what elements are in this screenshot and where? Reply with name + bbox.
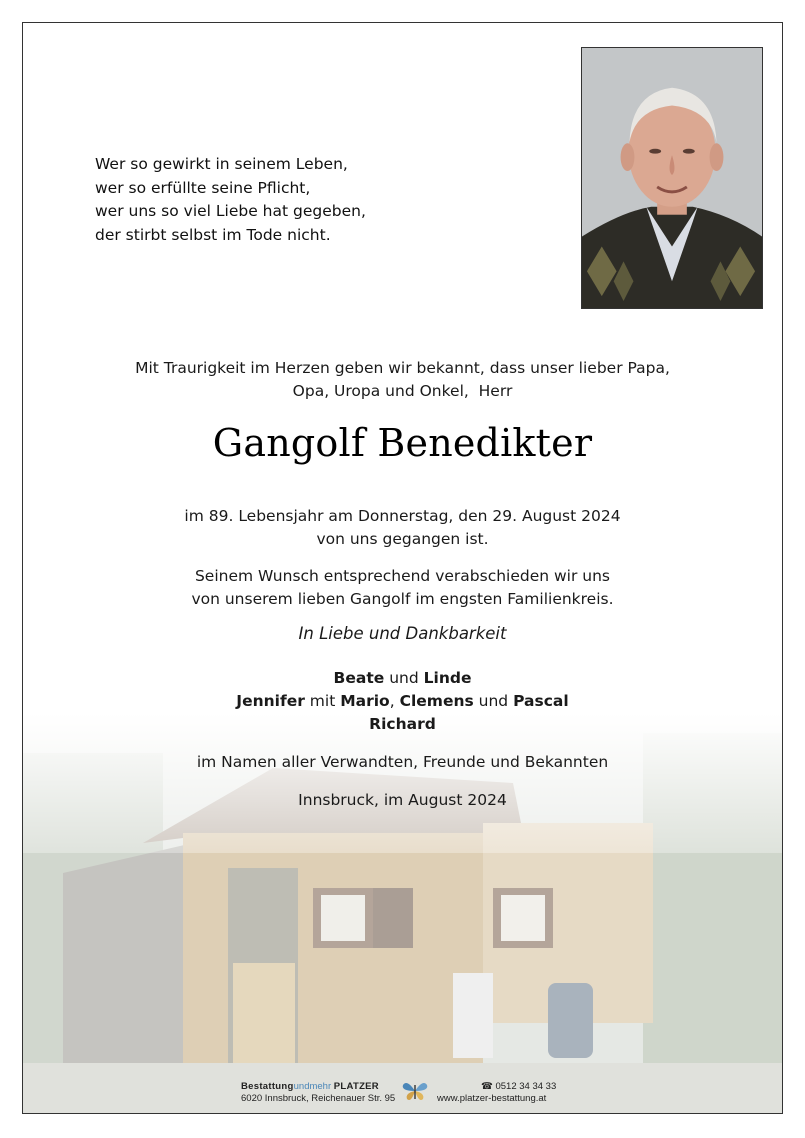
- family-member-name: Pascal: [513, 692, 569, 710]
- phone-number: [437, 1081, 556, 1093]
- funeral-home-address: 6020 Innsbruck, Reichenauer Str. 95: [241, 1093, 396, 1104]
- phone-text: 0512 34 34 33: [495, 1081, 557, 1092]
- family-member-name: Clemens: [399, 692, 474, 710]
- memorial-poem: [95, 153, 366, 247]
- family-member-name: Beate: [333, 669, 385, 687]
- brand-text: undmehr: [293, 1081, 332, 1092]
- poem-line: wer so erfüllte seine Pflicht,: [95, 178, 311, 197]
- obituary-card: [22, 22, 783, 1114]
- family-member-name: Richard: [369, 715, 436, 733]
- brand-text: PLATZER: [333, 1081, 379, 1092]
- closing-phrase: In Liebe und Dankbarkeit: [298, 624, 507, 643]
- conjunction: und: [478, 692, 509, 710]
- wish-line: Seinem Wunsch entsprechend verabschieden wir uns: [194, 567, 611, 585]
- passing-line: von uns gegangen ist.: [316, 530, 489, 548]
- separator: ,: [389, 692, 395, 710]
- family-member-name: Mario: [340, 692, 390, 710]
- family-member-name: Linde: [423, 669, 472, 687]
- butterfly-icon: [401, 1079, 429, 1103]
- passing-text: [23, 505, 782, 551]
- phone-icon: ☎: [481, 1081, 493, 1092]
- portrait-photo: [581, 47, 763, 309]
- announcement-line: Opa, Uropa und Onkel, Herr: [292, 382, 513, 400]
- poem-line: Wer so gewirkt in seinem Leben,: [95, 155, 348, 173]
- wish-line: von unserem lieben Gangolf im engsten Familienkreis.: [191, 590, 614, 608]
- background-veil: [23, 853, 782, 1113]
- funeral-home-brand: [241, 1081, 395, 1093]
- family-member-name: Jennifer: [236, 692, 305, 710]
- relatives-line: im Namen aller Verwandten, Freunde und Bekannten: [196, 753, 609, 771]
- place-date: Innsbruck, im August 2024: [298, 791, 507, 809]
- poem-line: wer uns so viel Liebe hat gegeben,: [95, 202, 366, 220]
- family-row: [23, 713, 782, 736]
- family-row: [23, 690, 782, 713]
- conjunction: mit: [309, 692, 336, 710]
- family-row: [23, 667, 782, 690]
- brand-text: Bestattung: [241, 1081, 294, 1092]
- poem-line: der stirbt selbst im Tode nicht.: [95, 225, 331, 244]
- family-members: [23, 667, 782, 736]
- announcement-line: Mit Traurigkeit im Herzen geben wir bekannt, dass unser lieber Papa,: [135, 359, 670, 377]
- funeral-home-info: [241, 1081, 395, 1105]
- farewell-wish: [23, 565, 782, 611]
- conjunction: und: [389, 669, 419, 687]
- website-link[interactable]: www.platzer-bestattung.at: [437, 1093, 547, 1104]
- funeral-home-contact: [437, 1081, 556, 1105]
- deceased-name: Gangolf Benedikter: [212, 421, 593, 465]
- passing-line: im 89. Lebensjahr am Donnerstag, den 29. August 2024: [184, 507, 621, 525]
- announcement-text: [23, 357, 782, 403]
- funeral-home-footer: [23, 1075, 782, 1111]
